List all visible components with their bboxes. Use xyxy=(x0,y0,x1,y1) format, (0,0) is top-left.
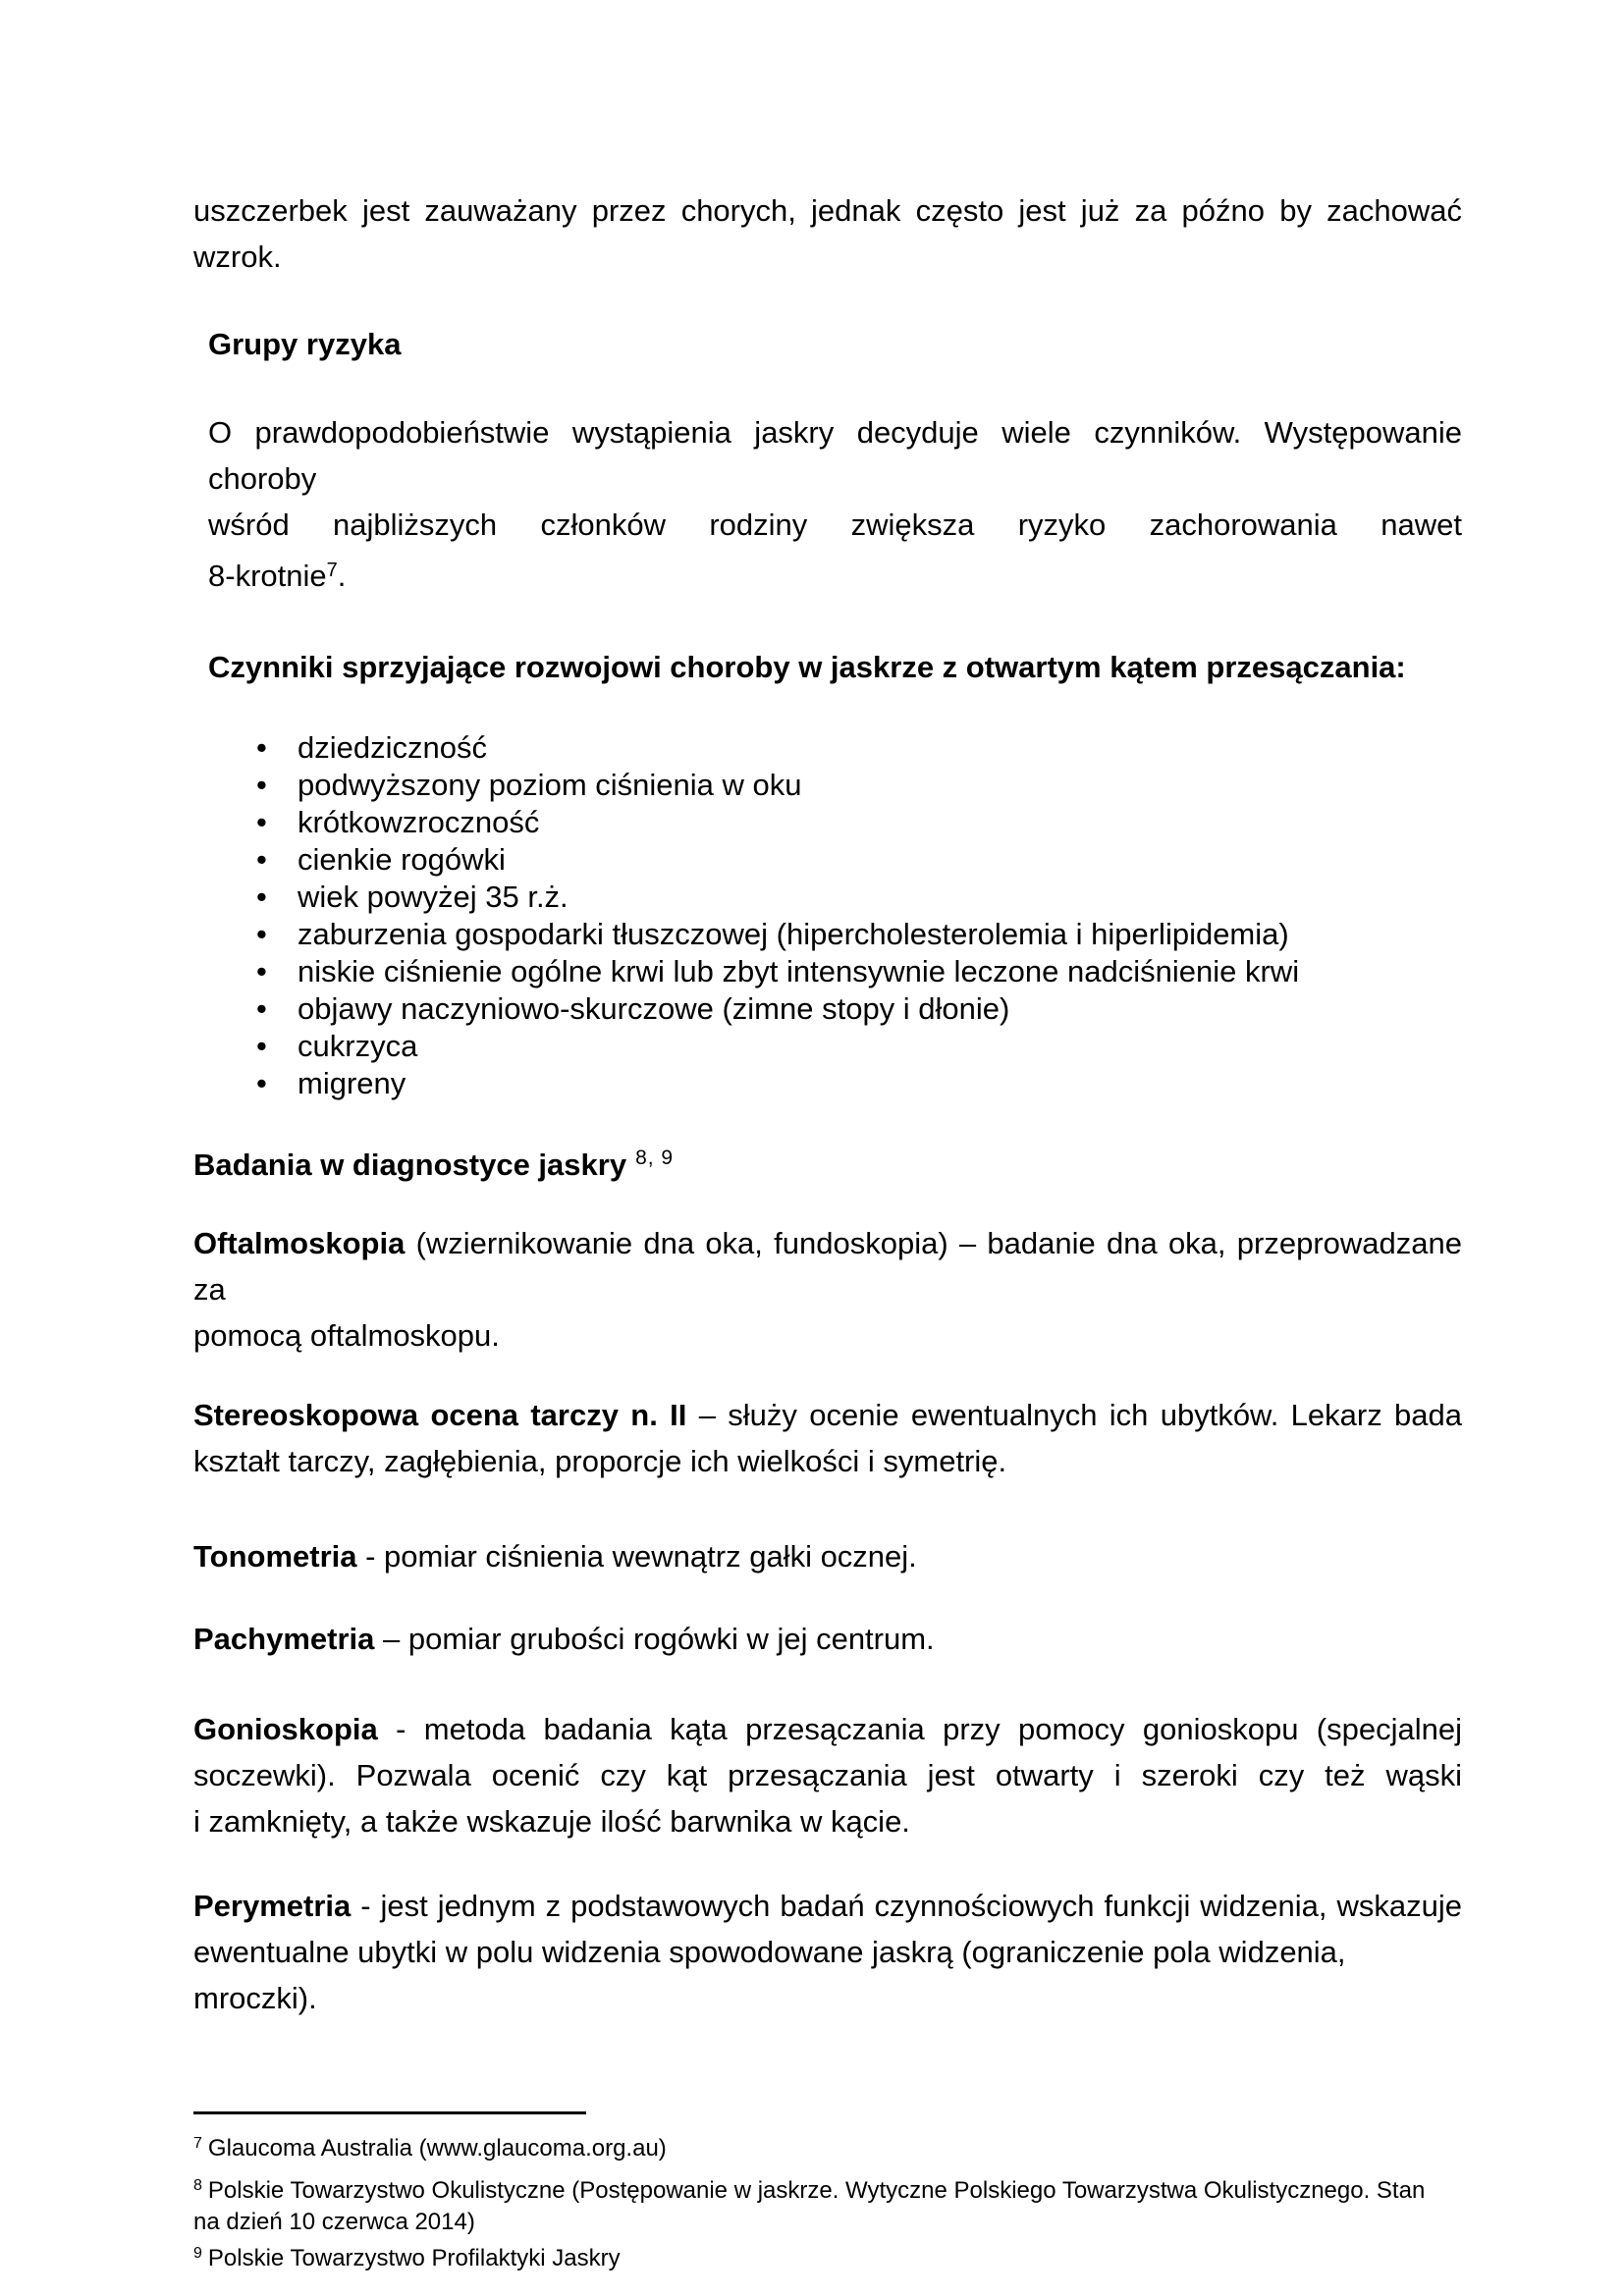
paragraph-line xyxy=(193,1392,1462,1438)
footnote-line xyxy=(193,2170,1462,2207)
term-definition: - pomiar ciśnienia wewnątrz gałki ocznej. xyxy=(356,1539,917,1574)
paragraph-line: wzrok. xyxy=(193,240,282,274)
footnote-number: 8 xyxy=(193,2177,202,2194)
heading-grupy-ryzyka: Grupy ryzyka xyxy=(208,327,402,361)
list-item: • dziedziczność xyxy=(193,729,1462,767)
footnote-text: Polskie Towarzystwo Okulistyczne (Postępowanie w jaskrze. Wytyczne Polskiego Towarzystwa Okulistycznego. Stan xyxy=(207,2177,1426,2204)
footnote-7 xyxy=(193,2128,1462,2164)
paragraph-line: i zamknięty, a także wskazuje ilość barwnika w kącie. xyxy=(193,1804,910,1839)
paragraph-perymetria xyxy=(193,1883,1462,2021)
footnote-line xyxy=(193,2128,1462,2164)
term-perymetria: Perymetria xyxy=(193,1889,352,1923)
term-tonometria: Tonometria xyxy=(193,1539,357,1574)
list-item: • cukrzyca xyxy=(193,1028,1462,1065)
footnote-9 xyxy=(193,2238,1462,2274)
paragraph-line: wśród najbliższych członków rodziny zwiększa ryzyko zachorowania nawet xyxy=(208,507,1462,542)
footnote-number: 7 xyxy=(193,2135,202,2152)
term-stereoskopowa: Stereoskopowa ocena tarczy n. II xyxy=(193,1398,687,1432)
paragraph-line: O prawdopodobieństwie wystąpienia jaskry decyduje wiele czynników. Występowanie choroby xyxy=(208,415,1462,496)
list-item: • podwyższony poziom ciśnienia w oku xyxy=(193,767,1462,804)
paragraph-line: pomocą oftalmoskopu. xyxy=(193,1318,500,1353)
term-gonioskopia: Gonioskopia xyxy=(193,1712,378,1746)
paragraph-prawdopodobienstwo xyxy=(208,409,1462,599)
list-item: • krótkowzroczność xyxy=(193,804,1462,841)
paragraph-line: uszczerbek jest zauważany przez chorych, jednak często jest już za późno by zachować xyxy=(193,193,1462,228)
term-definition: – służy ocenie ewentualnych ich ubytków. Lekarz bada xyxy=(686,1398,1462,1432)
footnote-line xyxy=(193,2238,1462,2274)
paragraph-line xyxy=(208,548,1462,599)
paragraph-line: soczewki). Pozwala ocenić czy kąt przesączania jest otwarty i szeroki czy też wąski xyxy=(193,1758,1462,1792)
footnote-refs-8-9: 8, 9 xyxy=(635,1147,675,1169)
list-item: • cienkie rogówki xyxy=(193,841,1462,879)
paragraph-stereoskopowa xyxy=(193,1392,1462,1484)
footnote-line: na dzień 10 czerwca 2014) xyxy=(193,2209,475,2235)
list-item: • migreny xyxy=(193,1065,1462,1102)
paragraph-line xyxy=(193,1533,1462,1579)
paragraph-line: ewentualne ubytki w polu widzenia spowodowane jaskrą (ograniczenie pola widzenia, mroczki). xyxy=(193,1935,1346,2015)
footnotes xyxy=(193,2128,1462,2274)
krotnie-period: . xyxy=(337,559,347,593)
risk-factor-list xyxy=(193,729,1462,1102)
paragraph-line xyxy=(193,1706,1462,1752)
list-item: • zaburzenia gospodarki tłuszczowej (hipercholesterolemia i hiperlipidemia) xyxy=(193,916,1462,953)
paragraph-pachymetria xyxy=(193,1616,1462,1662)
term-oftalmoskopia: Oftalmoskopia xyxy=(193,1226,406,1260)
footnote-text: Polskie Towarzystwo Profilaktyki Jaskry xyxy=(207,2245,621,2271)
term-definition: - metoda badania kąta przesączania przy pomocy gonioskopu (specjalnej xyxy=(377,1712,1462,1746)
list-item: • niskie ciśnienie ogólne krwi lub zbyt intensywnie leczone nadciśnienie krwi xyxy=(193,953,1462,990)
term-definition: - jest jednym z podstawowych badań czynnościowych funkcji widzenia, wskazuje xyxy=(351,1889,1462,1923)
paragraph-tonometria xyxy=(193,1533,1462,1579)
list-item: • objawy naczyniowo-skurczowe (zimne stopy i dłonie) xyxy=(193,990,1462,1028)
heading-badania-text: Badania w diagnostyce jaskry xyxy=(193,1148,627,1182)
paragraph-gonioskopia xyxy=(193,1706,1462,1844)
term-pachymetria: Pachymetria xyxy=(193,1622,375,1656)
paragraph-intro xyxy=(193,187,1462,280)
term-definition: – pomiar grubości rogówki w jej centrum. xyxy=(374,1622,935,1656)
footnote-8 xyxy=(193,2170,1462,2238)
footnote-ref-7: 7 xyxy=(326,560,338,581)
list-item: • wiek powyżej 35 r.ż. xyxy=(193,879,1462,916)
heading-czynniki: Czynniki sprzyjające rozwojowi choroby w jaskrze z otwartym kątem przesączania: xyxy=(208,650,1406,684)
paragraph-line: kształt tarczy, zagłębienia, proporcje ich wielkości i symetrię. xyxy=(193,1444,1007,1478)
krotnie-text: 8-krotnie xyxy=(208,559,327,593)
paragraph-line xyxy=(193,1883,1462,1929)
footnote-number: 9 xyxy=(193,2245,202,2262)
footnote-separator xyxy=(193,2111,586,2114)
heading-badania xyxy=(193,1135,1462,1188)
term-definition: (wziernikowanie dna oka, fundoskopia) – badanie dna oka, przeprowadzane za xyxy=(193,1226,1462,1307)
paragraph-line xyxy=(193,1220,1462,1312)
footnote-text: Glaucoma Australia (www.glaucoma.org.au) xyxy=(207,2135,667,2162)
paragraph-oftalmoskopia xyxy=(193,1220,1462,1359)
paragraph-line xyxy=(193,1616,1462,1662)
